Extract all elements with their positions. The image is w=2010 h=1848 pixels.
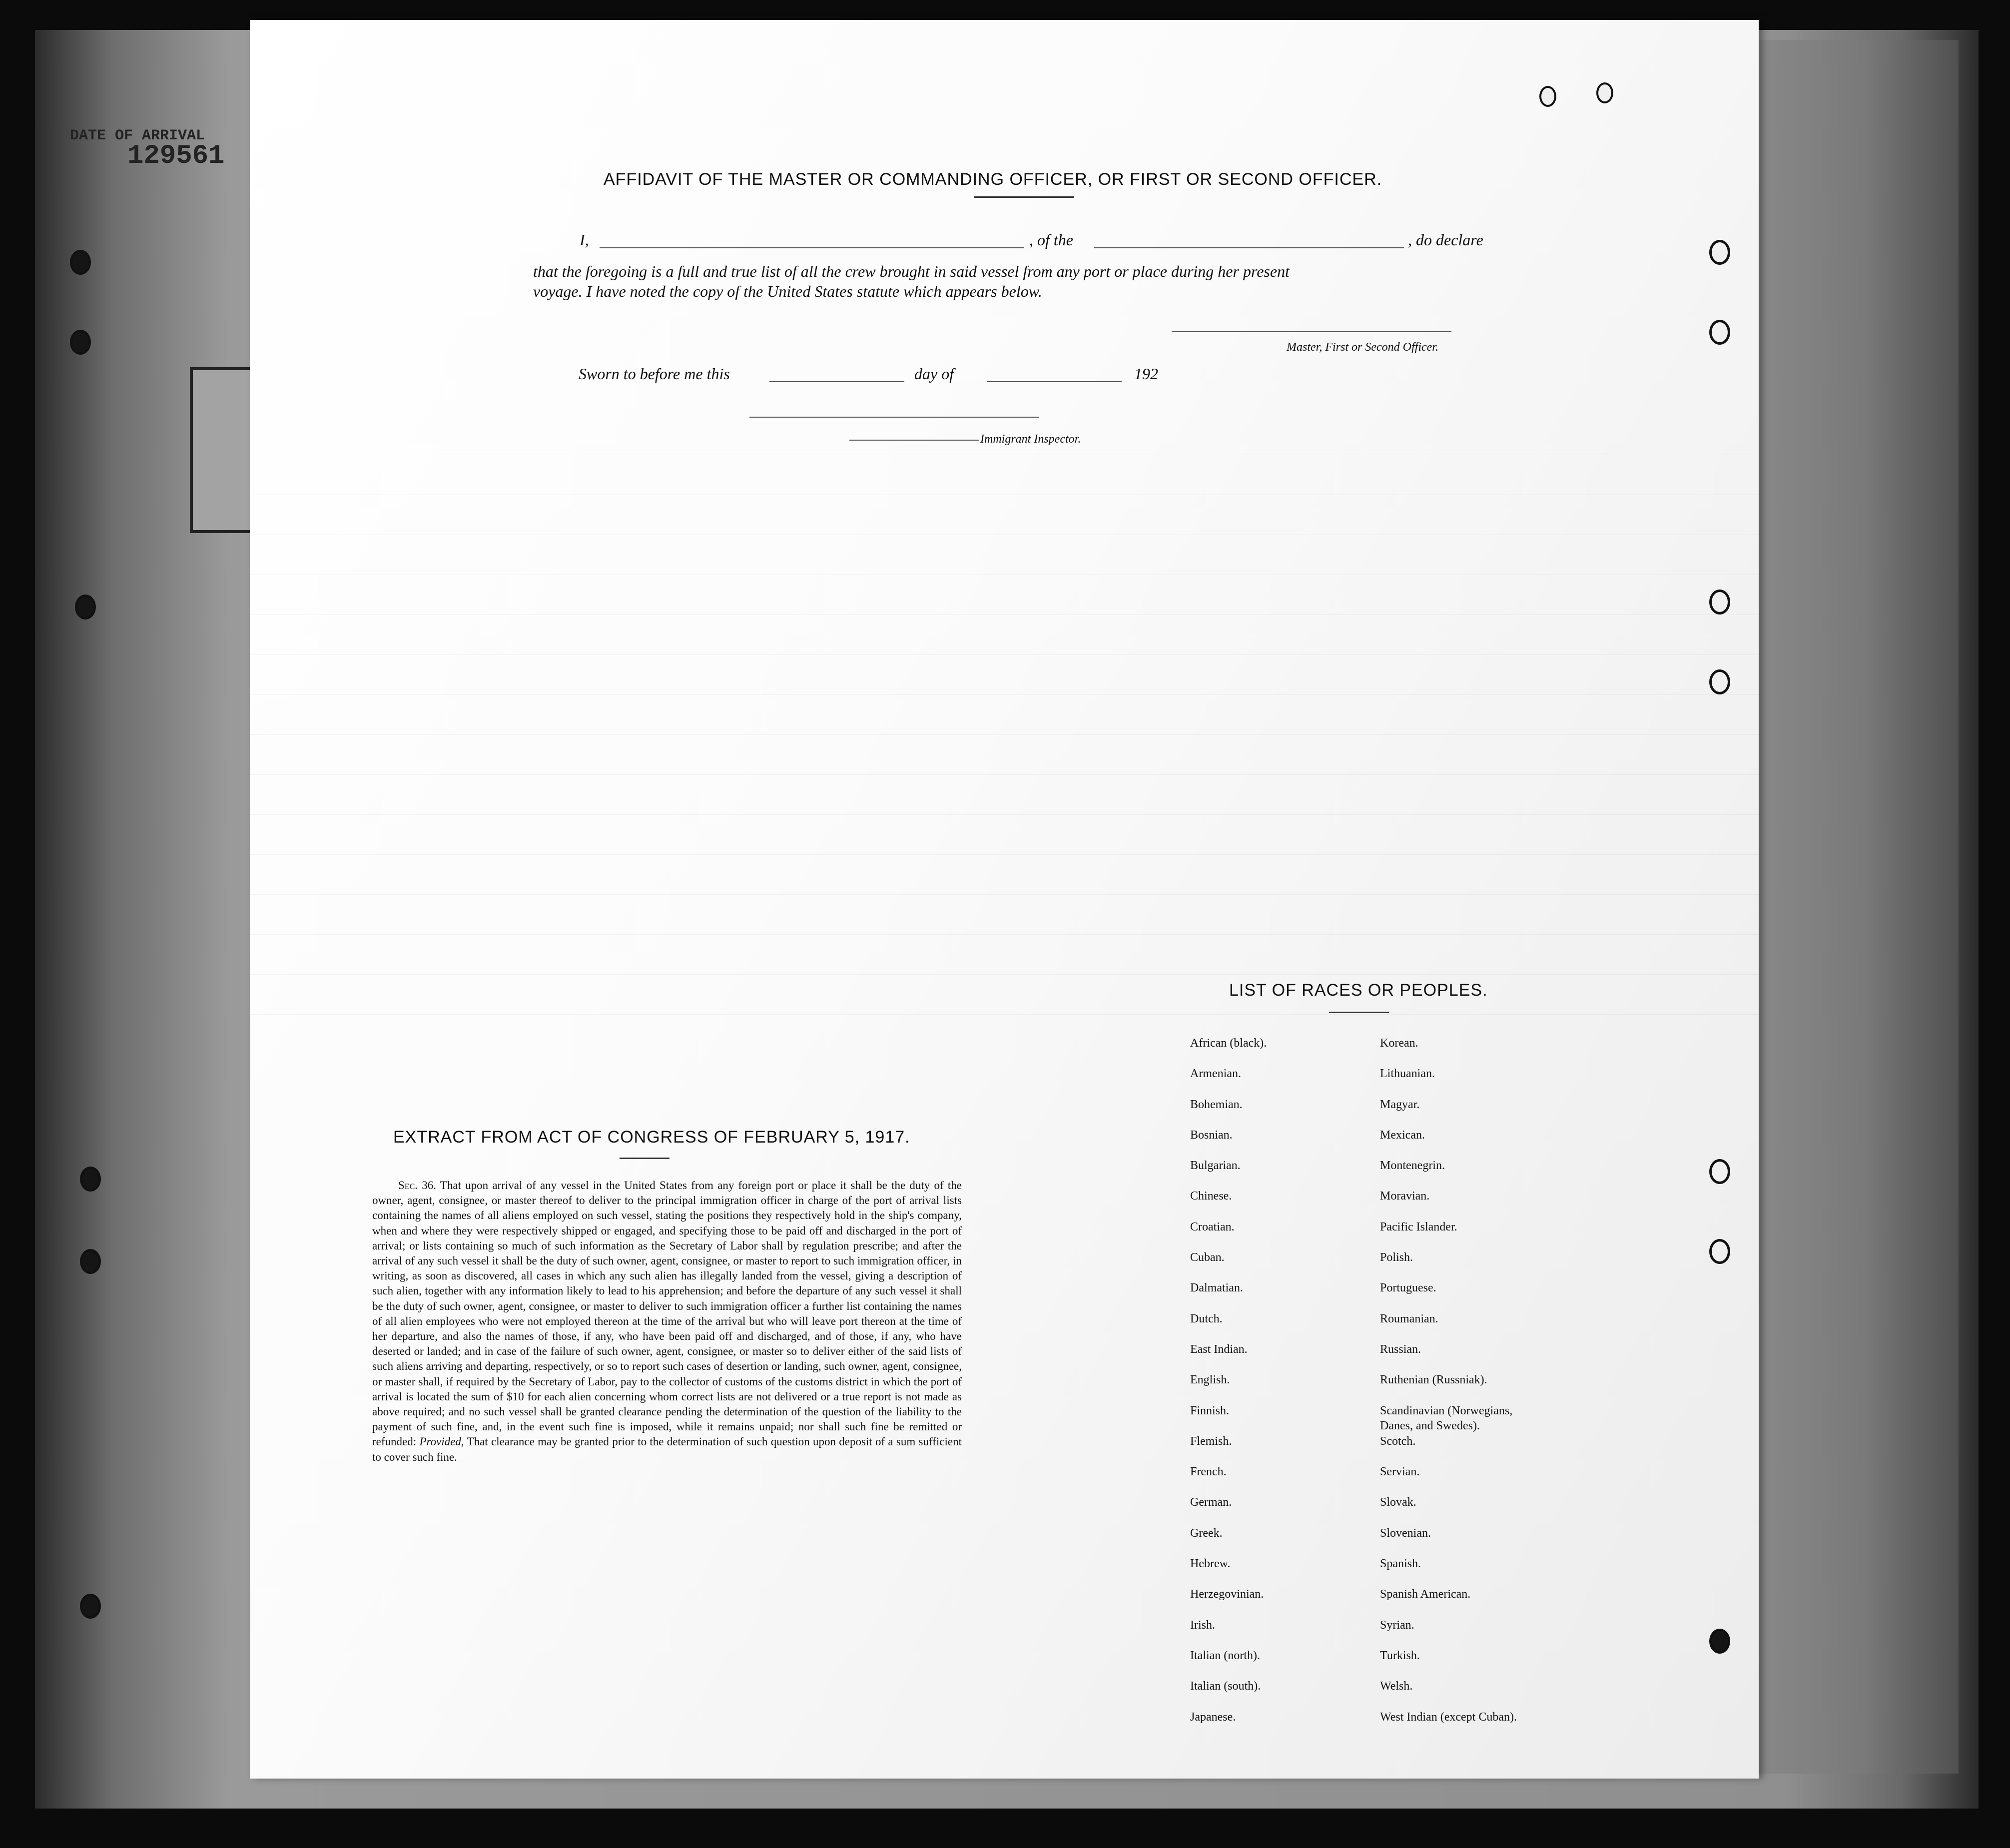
binder-hole — [1539, 86, 1556, 107]
binder-hole — [80, 1249, 101, 1274]
races-right-column — [1380, 1036, 1610, 1740]
races-title-rule — [1329, 1012, 1389, 1013]
race-item: French. — [1190, 1465, 1227, 1479]
inspector-signature-top-blank[interactable] — [749, 417, 1039, 418]
race-item: Spanish American. — [1380, 1588, 1471, 1601]
binder-hole — [75, 595, 96, 619]
extract-text-part1: That upon arrival of any vessel in the United States from any foreign port or place it shall be the duty of the owner, agent, consignee, or master thereof to deliver to the principal immigration officer in charge of the port of arrival lists containing the names of all aliens employed on such vessel, stating the positions they respectively hold in the ship's company, when and where they were respectively shipped or engaged, and specifying those to be paid off and discharged in the port of arrival; or lists containing so much of such information as the Secretary of Labor shall by regulation prescribe; and after the arrival of any such vessel it shall be the duty of such owner, agent, consignee, or master to report to such immigration officer, in writing, as soon as discovered, all cases in which any such alien has illegally landed from the vessel, giving a description of such alien, together with any information likely to lead to his apprehension; and before the departure of any such vessel it shall be the duty of such owner, agent, consignee, or master to deliver to such immigration officer a further list containing the names of all alien employees who were not employed thereon at the time of the arrival but who will leave port thereon at the time of her departure, and also the names of those, if any, who have been paid off and discharged, and of those, if any, who have deserted or landed; and in case of the failure of such owner, agent, consignee, or master so to deliver either of the said lists of such aliens arriving and departing, respectively, or so to report such cases of desertion or landing, such owner, agent, consignee, or master shall, if required by the Secretary of Labor, pay to the collector of customs of the customs district in which the port of arrival is located the sum of $10 for each alien concerning whom correct lists are not delivered or a true report is not made as above required; and no such vessel shall be granted clearance pending the determination of the question of the liability to the payment of such fine, and, in the event such fine is imposed, while it remains unpaid; nor shall such fine be remitted or refunded: — [372, 1179, 962, 1448]
affidavit-line2: that the foregoing is a full and true list of all the crew brought in said vessel from any port or place during her present — [533, 262, 1290, 280]
master-signature-label: Master, First or Second Officer. — [1287, 341, 1438, 354]
race-item: Portuguese. — [1380, 1281, 1436, 1295]
race-item: Slovak. — [1380, 1496, 1416, 1509]
binder-hole — [80, 1167, 101, 1192]
extract-title: EXTRACT FROM ACT OF CONGRESS OF FEBRUARY 5, 1917. — [393, 1128, 910, 1147]
race-item: Croatian. — [1190, 1220, 1235, 1233]
binder-hole — [1709, 1629, 1730, 1654]
extract-body — [372, 1178, 962, 1465]
race-item: Italian (north). — [1190, 1649, 1260, 1662]
binder-hole — [1709, 320, 1730, 345]
races-left-column — [1190, 1036, 1390, 1740]
affidavit-line3: voyage. I have noted the copy of the United States statute which appears below. — [533, 282, 1042, 300]
inspector-label: Immigrant Inspector. — [980, 433, 1081, 446]
race-item: Hebrew. — [1190, 1557, 1231, 1571]
race-item: Bosnian. — [1190, 1128, 1233, 1142]
inspector-signature-blank[interactable] — [849, 440, 979, 441]
race-item: Japanese. — [1190, 1710, 1236, 1724]
binder-hole — [1709, 1239, 1730, 1264]
race-item: West Indian (except Cuban). — [1380, 1710, 1517, 1724]
race-item: German. — [1190, 1496, 1232, 1509]
affidavit-of-the: , of the — [1029, 231, 1073, 249]
binder-hole — [70, 250, 91, 275]
race-item: Bulgarian. — [1190, 1159, 1241, 1173]
affidavit-title: AFFIDAVIT OF THE MASTER OR COMMANDING OFFICER, OR FIRST OR SECOND OFFICER. — [604, 170, 1382, 189]
race-item: Polish. — [1380, 1251, 1413, 1264]
binder-hole — [80, 1594, 101, 1619]
sworn-month-blank[interactable] — [987, 381, 1122, 382]
binder-hole — [70, 330, 91, 355]
race-item: Korean. — [1380, 1037, 1418, 1050]
races-title: LIST OF RACES OR PEOPLES. — [1229, 981, 1488, 1000]
master-signature-blank[interactable] — [1172, 331, 1451, 332]
race-item: Pacific Islander. — [1380, 1220, 1457, 1233]
back-page-label: DATE OF ARRIVAL — [70, 127, 205, 144]
extract-text-part2: That clearance may be granted prior to the determination of such question upon deposit of a sum sufficient to cover such fine. — [372, 1435, 962, 1463]
race-item: Italian (south). — [1190, 1680, 1261, 1693]
extract-section-label: Sec. 36. — [398, 1179, 436, 1192]
race-item: Bohemian. — [1190, 1098, 1243, 1111]
race-item: Ruthenian (Russniak). — [1380, 1373, 1487, 1387]
year-label: 192 — [1134, 365, 1158, 383]
affidavit-line1-start: I, — [580, 231, 589, 249]
race-item: Russian. — [1380, 1342, 1421, 1356]
race-item: Chinese. — [1190, 1190, 1232, 1203]
race-item: Spanish. — [1380, 1557, 1421, 1571]
race-item: East Indian. — [1190, 1342, 1248, 1356]
binder-hole — [1596, 82, 1613, 103]
race-item: Slovenian. — [1380, 1526, 1431, 1540]
race-item: Mexican. — [1380, 1128, 1425, 1142]
race-item: Montenegrin. — [1380, 1159, 1445, 1173]
master-name-blank[interactable] — [600, 247, 1024, 248]
binder-hole — [1709, 669, 1730, 694]
race-item: Syrian. — [1380, 1618, 1414, 1632]
extract-title-rule — [620, 1158, 670, 1159]
race-item: Turkish. — [1380, 1649, 1420, 1662]
race-item: Scandinavian (Norwegians, Danes, and Swedes). — [1380, 1404, 1513, 1432]
race-item: Lithuanian. — [1380, 1067, 1435, 1081]
race-item: Dutch. — [1190, 1312, 1223, 1325]
race-item: Cuban. — [1190, 1251, 1225, 1264]
race-item: Armenian. — [1190, 1067, 1241, 1081]
binder-hole — [1709, 590, 1730, 615]
day-of-label: day of — [914, 365, 954, 383]
race-item: Irish. — [1190, 1618, 1215, 1632]
sworn-day-blank[interactable] — [769, 381, 904, 382]
race-item: Welsh. — [1380, 1680, 1413, 1693]
race-item: English. — [1190, 1373, 1230, 1387]
race-item: Moravian. — [1380, 1190, 1430, 1203]
back-page-stamp-number: 129561 — [127, 141, 225, 171]
race-item: Scotch. — [1380, 1434, 1416, 1448]
race-item: Dalmatian. — [1190, 1281, 1243, 1295]
race-item: Roumanian. — [1380, 1312, 1438, 1325]
race-item: Herzegovinian. — [1190, 1588, 1264, 1601]
race-item: Magyar. — [1380, 1098, 1420, 1111]
race-item: Greek. — [1190, 1526, 1223, 1540]
binder-hole — [1709, 240, 1730, 265]
vessel-name-blank[interactable] — [1094, 247, 1404, 248]
sworn-label: Sworn to before me this — [579, 365, 730, 383]
binder-hole — [1709, 1159, 1730, 1184]
affidavit-title-rule — [974, 196, 1074, 198]
affidavit-do-declare: , do declare — [1408, 231, 1483, 249]
race-item: Finnish. — [1190, 1404, 1230, 1417]
race-item: Flemish. — [1190, 1434, 1232, 1448]
extract-provided: Provided, — [419, 1435, 464, 1448]
race-item: African (black). — [1190, 1037, 1267, 1050]
race-item: Servian. — [1380, 1465, 1420, 1479]
